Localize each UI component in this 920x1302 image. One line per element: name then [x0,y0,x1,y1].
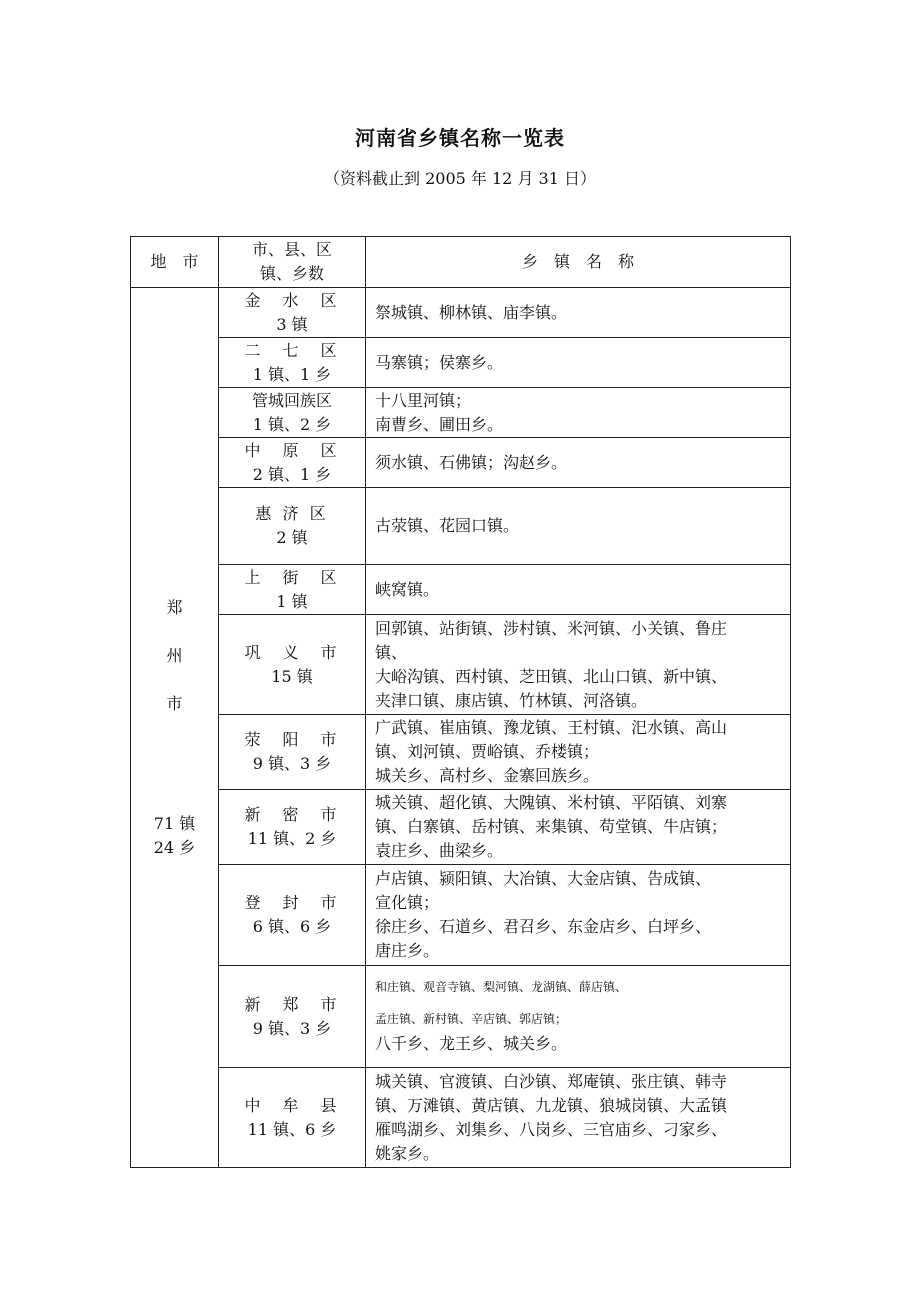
towns-line: 城关镇、超化镇、大隗镇、米村镇、平陌镇、刘寨 [375,793,728,812]
towns-cell [366,565,791,615]
header-towns: 乡 镇 名 称 [366,237,791,288]
towns-line: 祭城镇、柳林镇、庙李镇。 [375,302,568,322]
towns-cell [366,615,791,715]
table-row [131,715,791,790]
towns-cell [366,790,791,865]
towns-line: 姚家乡。 [375,1143,440,1163]
towns-line: 夹津口镇、康店镇、竹林镇、河洛镇。 [375,690,648,710]
table-row [131,1068,791,1168]
table-row [131,615,791,715]
towns-line: 古荥镇、花园口镇。 [375,516,520,535]
district-cell [219,715,366,790]
district-cell [219,438,366,488]
towns-cell [366,865,791,966]
towns-line-small: 孟庄镇、新村镇、辛店镇、郭店镇； [375,1011,568,1026]
towns-cell [366,288,791,338]
district-count: 6 镇、6 乡 [252,917,332,936]
table-row [131,966,791,1068]
district-cell [219,338,366,388]
towns-cell [366,488,791,565]
table-row [131,338,791,388]
towns-line: 宣化镇； [375,893,440,912]
district-cell [219,1068,366,1168]
district-cell [219,966,366,1068]
district-name: 惠 济 区 [255,504,329,523]
towns-cell [366,388,791,438]
table-row [131,388,791,438]
district-name: 新 密 市 [244,805,340,824]
towns-line: 镇、刘河镇、贾峪镇、乔楼镇； [375,742,600,761]
table-row [131,288,791,338]
header-district-line2: 镇、乡数 [259,264,324,283]
header-district [219,237,366,288]
district-name: 荥 阳 市 [244,730,340,749]
district-name: 中 牟 县 [244,1095,340,1115]
district-count: 1 镇 [276,591,308,611]
table-row [131,865,791,966]
district-cell [219,865,366,966]
table-row [131,565,791,615]
towns-line: 城关乡、高村乡、金寨回族乡。 [375,766,600,785]
district-cell [219,565,366,615]
table-row [131,438,791,488]
header-city: 地 市 [131,237,219,288]
district-name: 金 水 区 [244,290,340,310]
city-count-townships: 24 乡 [153,837,196,857]
towns-line: 峡窝镇。 [375,579,440,599]
township-table [130,236,791,1168]
district-cell [219,488,366,565]
district-count: 2 镇、1 乡 [252,464,332,484]
towns-line: 须水镇、石佛镇；沟赵乡。 [375,452,568,472]
towns-line: 广武镇、崔庙镇、豫龙镇、王村镇、汜水镇、高山 [375,718,728,737]
towns-line: 雁鸣湖乡、刘集乡、八岗乡、三官庙乡、刁家乡、 [375,1119,728,1139]
table-row [131,488,791,565]
city-char-1: 郑 [166,597,183,617]
district-name: 管城回族区 [251,390,332,410]
towns-line: 回郭镇、站街镇、涉村镇、米河镇、小关镇、鲁庄 [375,618,728,638]
district-count: 1 镇、2 乡 [252,414,332,434]
district-count: 15 镇 [271,666,313,686]
district-count: 9 镇、3 乡 [252,1018,332,1038]
towns-cell [366,715,791,790]
header-district-line1: 市、县、区 [251,240,332,259]
district-count: 11 镇、2 乡 [247,829,337,848]
towns-line: 镇、万滩镇、黄店镇、九龙镇、狼城岗镇、大孟镇 [375,1095,728,1115]
table-header-row [131,237,791,288]
district-cell [219,388,366,438]
table-row [131,790,791,865]
district-count: 9 镇、3 乡 [252,754,332,773]
towns-cell [366,966,791,1068]
district-count: 2 镇 [276,528,308,547]
district-name: 中 原 区 [244,440,340,460]
district-name: 上 街 区 [244,567,340,587]
district-count: 3 镇 [276,314,308,334]
district-count: 11 镇、6 乡 [247,1119,337,1139]
district-count: 1 镇、1 乡 [252,364,332,384]
towns-line: 南曹乡、圃田乡。 [375,414,504,434]
towns-line: 徐庄乡、石道乡、君召乡、东金店乡、白坪乡、 [375,917,712,936]
towns-line: 大峪沟镇、西村镇、芝田镇、北山口镇、新中镇、 [375,666,728,686]
district-name: 新 郑 市 [244,994,340,1014]
towns-line: 镇、 [375,642,408,662]
towns-line-small: 和庄镇、观音寺镇、梨河镇、龙湖镇、薛店镇、 [375,979,628,994]
towns-cell [366,1068,791,1168]
page-subtitle: （资料截止到 2005 年 12 月 31 日） [324,169,596,188]
towns-cell [366,438,791,488]
towns-cell [366,338,791,388]
city-char-3: 市 [166,693,183,713]
towns-line: 城关镇、官渡镇、白沙镇、郑庵镇、张庄镇、韩寺 [375,1071,728,1091]
page-title: 河南省乡镇名称一览表 [355,126,565,150]
district-name: 巩 义 市 [244,642,340,662]
city-count-towns: 71 镇 [153,813,196,833]
district-cell [219,790,366,865]
towns-line: 卢店镇、颍阳镇、大冶镇、大金店镇、告成镇、 [375,869,712,888]
district-name: 登 封 市 [244,893,340,912]
towns-line: 马寨镇；侯寨乡。 [375,352,504,372]
city-cell [131,288,219,1168]
towns-line: 镇、白寨镇、岳村镇、来集镇、苟堂镇、牛店镇； [375,817,728,836]
towns-line: 唐庄乡。 [375,941,440,960]
towns-line: 八千乡、龙王乡、城关乡。 [375,1033,568,1053]
district-cell [219,288,366,338]
towns-line: 十八里河镇； [375,390,472,410]
city-char-2: 州 [166,645,183,665]
district-cell [219,615,366,715]
district-name: 二 七 区 [244,340,340,360]
towns-line: 袁庄乡、曲梁乡。 [375,841,504,860]
